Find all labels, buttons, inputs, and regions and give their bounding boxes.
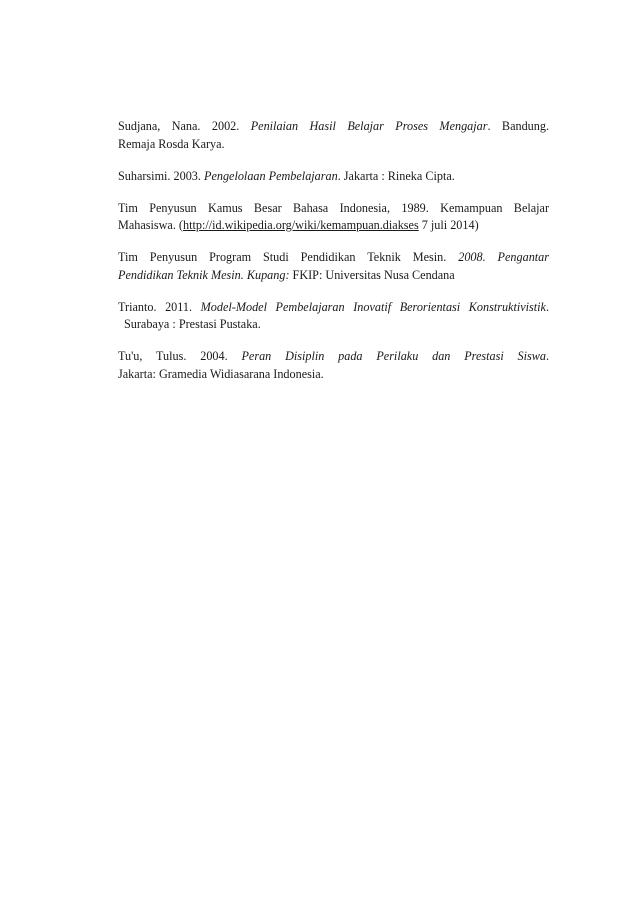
reference-publisher: . [545,349,550,363]
reference-publisher: Remaja Rosda Karya. [118,136,225,151]
reference-line [118,200,549,218]
reference-entry-trianto [118,299,549,334]
reference-line [124,316,549,334]
reference-title: Model-Model Pembelajaran Inovatif Berorientasi Konstruktivistik [200,299,546,314]
reference-url-link[interactable]: http://id.wikipedia.org/wiki/kemampuan.diakses [182,218,419,232]
reference-title: Penilaian Hasil Belajar Proses Mengajar [250,119,488,133]
reference-publisher: . Jakarta : Rineka Cipta. [337,168,455,183]
reference-entry-sudjana [118,118,549,153]
reference-author: Tu'u, Tulus. 2004. [118,349,242,363]
reference-line [118,249,550,267]
reference-entry-suharsimi [118,168,549,186]
reference-text: 7 juli 2014) [418,218,479,232]
reference-entry-tuu [118,348,549,383]
reference-line [118,267,549,285]
reference-line [118,118,549,136]
reference-publisher: Jakarta: Gramedia Widiasarana Indonesia. [118,366,324,381]
reference-author: Tim Penyusun Kamus Besar Bahasa Indonesia, 1989. Kemampuan Belajar [118,200,549,215]
reference-entry-tim-program [118,249,549,284]
reference-publisher: . [545,299,549,314]
reference-publisher: Surabaya : Prestasi Pustaka. [124,317,261,331]
reference-title: 2008. Pengantar [458,250,550,264]
reference-title: Pendidikan Teknik Mesin. Kupang: [118,267,290,282]
reference-line [118,136,549,154]
bibliography-list [118,118,549,398]
reference-line [118,168,549,186]
reference-entry-tim-kamus [118,200,549,235]
reference-author: Suharsimi. 2003. [118,168,204,183]
reference-line [118,217,549,235]
reference-line [118,299,549,317]
reference-author: Tim Penyusun Program Studi Pendidikan Teknik Mesin. [118,250,459,264]
reference-title: Peran Disiplin pada Perilaku dan Prestasi Siswa [241,349,546,363]
reference-text: Mahasiswa. ( [118,218,183,232]
reference-publisher: . Bandung. [487,119,549,133]
reference-title: Pengelolaan Pembelajaran [204,168,338,183]
reference-line [118,366,549,384]
reference-publisher: FKIP: Universitas Nusa Cendana [289,267,455,282]
reference-author: Sudjana, Nana. 2002. [118,119,251,133]
reference-author: Trianto. 2011. [118,299,201,314]
reference-line [118,348,550,366]
